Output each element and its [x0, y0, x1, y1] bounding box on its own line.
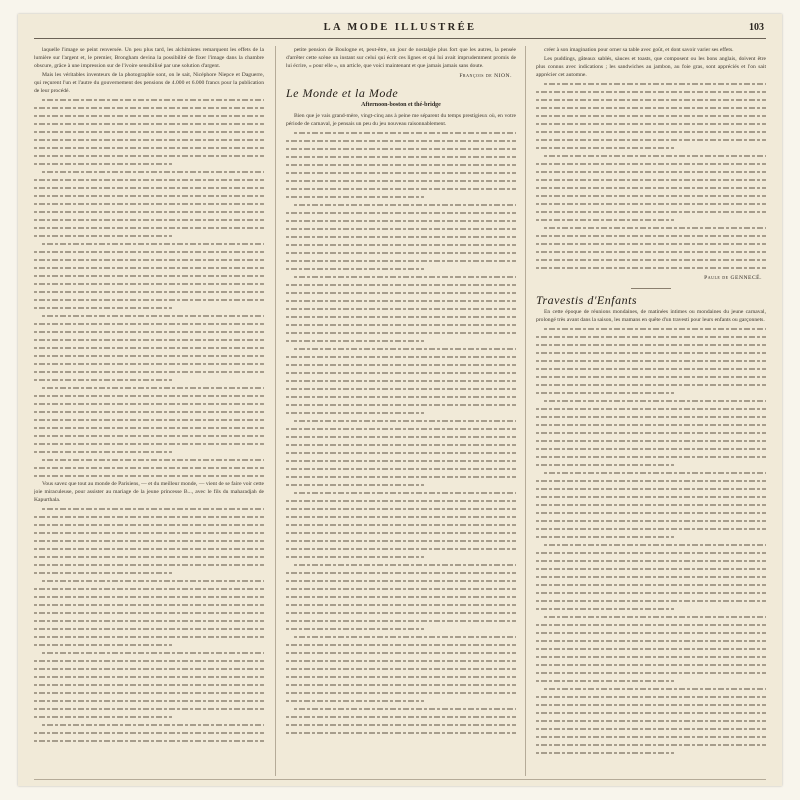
text-line — [536, 621, 766, 629]
text-line — [34, 545, 264, 553]
text-line — [34, 256, 264, 264]
text-line — [536, 136, 766, 144]
text-line — [286, 129, 516, 137]
text-line — [34, 609, 264, 617]
text-line — [536, 176, 766, 184]
text-line — [34, 160, 264, 168]
text-line — [536, 469, 766, 477]
text-line — [536, 597, 766, 605]
header-rule — [34, 38, 766, 39]
text-line — [34, 673, 264, 681]
text-line — [286, 569, 516, 577]
text-line — [286, 537, 516, 545]
text-line — [286, 697, 516, 705]
text-line — [34, 296, 264, 304]
article-signature-nion: François de NION. — [459, 73, 512, 79]
text-line — [536, 629, 766, 637]
text-line — [34, 232, 264, 240]
text-line — [536, 557, 766, 565]
text-line — [536, 461, 766, 469]
column-separator-left — [275, 46, 276, 776]
text-line — [34, 408, 264, 416]
left-paragraph-1: laquelle l'image se peint renversée. Un peu plus tard, les alchimistes remarquent les effets de la lumière sur l'argent et, le premier, Brongham devina la possibilité de fixer l'image dans la chambre obscure, grâce à une impression sur de l'ivoire sensibilisé par une solution d'argent. — [34, 47, 264, 69]
right-section-opening: En cette époque de réunions mondaines, de matinées intimes ou mondaines du jeune carnaval, prolongé très avant dans la saison, les mamans en quête d'un travesti pour leurs enfants ou garçonnets. — [536, 309, 766, 323]
text-line — [34, 416, 264, 424]
text-line — [536, 613, 766, 621]
text-line — [536, 184, 766, 192]
text-line — [34, 280, 264, 288]
text-line — [34, 561, 264, 569]
text-line — [286, 225, 516, 233]
text-line — [536, 104, 766, 112]
text-line — [286, 193, 516, 201]
text-line — [536, 325, 766, 333]
text-line — [34, 729, 264, 737]
text-line — [34, 464, 264, 472]
text-line — [34, 328, 264, 336]
text-line — [536, 653, 766, 661]
text-line — [34, 633, 264, 641]
text-line — [536, 224, 766, 232]
text-line — [34, 681, 264, 689]
text-line — [286, 729, 516, 737]
text-line — [286, 377, 516, 385]
text-line — [286, 441, 516, 449]
text-line — [286, 417, 516, 425]
text-line — [536, 333, 766, 341]
running-title: LA MODE ILLUSTRÉE — [323, 22, 477, 33]
text-line — [286, 185, 516, 193]
text-line — [536, 509, 766, 517]
text-line — [34, 344, 264, 352]
text-line — [34, 272, 264, 280]
text-line — [536, 208, 766, 216]
text-line — [34, 537, 264, 545]
section-divider — [631, 288, 671, 289]
text-line — [536, 677, 766, 685]
text-line — [536, 581, 766, 589]
text-line — [536, 168, 766, 176]
text-line — [34, 248, 264, 256]
text-line — [286, 457, 516, 465]
text-line — [536, 341, 766, 349]
text-line — [286, 529, 516, 537]
text-line — [286, 721, 516, 729]
text-line — [536, 589, 766, 597]
text-line — [286, 145, 516, 153]
text-line — [286, 649, 516, 657]
section-title-monde-mode: Le Monde et la Mode — [286, 86, 399, 100]
text-line — [536, 685, 766, 693]
section-subtitle-boston: Afternoon-boston et thé-bridge — [361, 102, 441, 108]
text-line — [286, 337, 516, 345]
text-line — [536, 693, 766, 701]
text-line — [34, 521, 264, 529]
text-line — [536, 373, 766, 381]
text-line — [286, 177, 516, 185]
text-line — [286, 473, 516, 481]
left-paragraph-3: Vous savez que tout au monde de Parisiens, — et du meilleur monde, — vient de se faire voir cette joie miraculeuse, pour assister au mariage de la jeune princesse B..., avec le fils du maharadjah de Kapurthala. — [34, 481, 264, 503]
text-line — [34, 713, 264, 721]
text-line — [536, 493, 766, 501]
text-line — [536, 725, 766, 733]
text-line — [286, 625, 516, 633]
text-line — [286, 641, 516, 649]
text-line — [286, 497, 516, 505]
text-line — [536, 248, 766, 256]
text-line — [286, 545, 516, 553]
text-line — [536, 565, 766, 573]
text-line — [536, 240, 766, 248]
text-line — [34, 264, 264, 272]
text-line — [536, 88, 766, 96]
text-line — [536, 405, 766, 413]
page-number: 103 — [749, 22, 764, 33]
text-line — [34, 320, 264, 328]
text-line — [286, 321, 516, 329]
text-line — [34, 96, 264, 104]
text-line — [536, 413, 766, 421]
text-line — [34, 400, 264, 408]
text-line — [536, 541, 766, 549]
text-line — [536, 160, 766, 168]
text-line — [536, 741, 766, 749]
text-line — [536, 533, 766, 541]
text-line — [536, 152, 766, 160]
text-line — [286, 153, 516, 161]
middle-text-block — [286, 129, 516, 737]
right-paragraph-1: créer à son imagination pour orner sa table avec goût, et dont savoir varier ses effets. — [544, 47, 734, 53]
text-line — [34, 352, 264, 360]
text-line — [286, 609, 516, 617]
text-line — [34, 505, 264, 513]
text-line — [286, 601, 516, 609]
middle-paragraph-1: petite pension de Boulogne et, peut-être, un jour de nostalgie plus fort que les autres, la pensée d'arrêter cette scène un instant sur celui qui écrit ces lignes et qui lui avait imprudemment promis de lui écrire, « pour elle », un article, que voici maintenant et que jamais jamais sans doute. — [286, 47, 516, 69]
text-line — [34, 136, 264, 144]
text-line — [34, 705, 264, 713]
text-line — [34, 657, 264, 665]
text-line — [34, 144, 264, 152]
text-line — [34, 553, 264, 561]
text-line — [286, 393, 516, 401]
text-line — [34, 617, 264, 625]
text-line — [536, 256, 766, 264]
text-line — [34, 112, 264, 120]
text-line — [34, 240, 264, 248]
text-line — [286, 345, 516, 353]
text-line — [286, 481, 516, 489]
text-line — [34, 424, 264, 432]
text-line — [536, 661, 766, 669]
right-text-block-1 — [536, 80, 766, 272]
text-line — [286, 281, 516, 289]
text-line — [34, 224, 264, 232]
text-line — [536, 437, 766, 445]
text-line — [536, 517, 766, 525]
text-line — [34, 665, 264, 673]
text-line — [286, 505, 516, 513]
text-line — [536, 485, 766, 493]
text-line — [286, 273, 516, 281]
text-line — [286, 241, 516, 249]
text-line — [536, 365, 766, 373]
text-line — [536, 349, 766, 357]
text-line — [286, 297, 516, 305]
text-line — [286, 553, 516, 561]
text-line — [34, 440, 264, 448]
text-line — [34, 432, 264, 440]
text-line — [286, 137, 516, 145]
text-line — [536, 144, 766, 152]
text-line — [34, 120, 264, 128]
right-column — [536, 46, 766, 778]
text-line — [34, 721, 264, 729]
text-line — [286, 257, 516, 265]
text-line — [536, 429, 766, 437]
text-line — [286, 585, 516, 593]
text-line — [536, 717, 766, 725]
text-line — [34, 168, 264, 176]
text-line — [34, 192, 264, 200]
text-line — [34, 569, 264, 577]
text-line — [536, 397, 766, 405]
text-line — [34, 376, 264, 384]
text-line — [286, 361, 516, 369]
text-line — [34, 392, 264, 400]
text-line — [536, 749, 766, 757]
text-line — [34, 456, 264, 464]
text-line — [286, 705, 516, 713]
text-line — [34, 336, 264, 344]
text-line — [536, 381, 766, 389]
text-line — [34, 200, 264, 208]
text-line — [286, 713, 516, 721]
text-line — [536, 709, 766, 717]
text-line — [286, 513, 516, 521]
text-line — [286, 265, 516, 273]
text-line — [286, 561, 516, 569]
text-line — [34, 208, 264, 216]
text-line — [286, 305, 516, 313]
text-line — [286, 169, 516, 177]
text-line — [536, 112, 766, 120]
text-line — [286, 633, 516, 641]
text-line — [286, 657, 516, 665]
text-line — [286, 425, 516, 433]
left-text-block-1 — [34, 96, 264, 480]
magazine-page — [18, 14, 782, 786]
text-line — [34, 577, 264, 585]
text-line — [34, 368, 264, 376]
text-line — [536, 573, 766, 581]
text-line — [536, 701, 766, 709]
text-line — [286, 209, 516, 217]
text-line — [286, 161, 516, 169]
text-line — [536, 477, 766, 485]
text-line — [536, 96, 766, 104]
text-line — [34, 585, 264, 593]
text-line — [34, 529, 264, 537]
text-line — [286, 369, 516, 377]
text-line — [536, 453, 766, 461]
text-line — [536, 120, 766, 128]
text-line — [536, 501, 766, 509]
text-line — [286, 617, 516, 625]
text-line — [34, 601, 264, 609]
text-line — [34, 625, 264, 633]
article-signature-gennece: Paule de GENNECÉ. — [704, 275, 762, 281]
text-line — [286, 313, 516, 321]
text-line — [536, 357, 766, 365]
text-line — [286, 233, 516, 241]
text-line — [286, 217, 516, 225]
left-paragraph-2: Mais les véritables inventeurs de la photographie sont, on le sait, Nicéphore Niepce et Daguerre, qui reçurent l'un et l'autre du gouvernement des pensions de 4.000 et 6.000 francs pour la publication de leur procédé. — [34, 72, 264, 94]
column-separator-right — [525, 46, 526, 776]
text-line — [34, 689, 264, 697]
text-line — [536, 733, 766, 741]
page-footer-rule — [34, 779, 766, 780]
text-line — [286, 401, 516, 409]
text-line — [34, 360, 264, 368]
text-line — [286, 465, 516, 473]
text-line — [286, 593, 516, 601]
text-line — [286, 329, 516, 337]
text-line — [536, 216, 766, 224]
right-text-block-2 — [536, 325, 766, 757]
text-line — [536, 389, 766, 397]
text-line — [286, 409, 516, 417]
text-line — [34, 593, 264, 601]
text-line — [34, 641, 264, 649]
text-line — [536, 128, 766, 136]
text-line — [286, 201, 516, 209]
text-line — [536, 80, 766, 88]
text-line — [286, 521, 516, 529]
text-line — [34, 152, 264, 160]
text-line — [286, 577, 516, 585]
text-line — [286, 689, 516, 697]
text-line — [286, 681, 516, 689]
text-line — [34, 304, 264, 312]
text-line — [34, 472, 264, 480]
text-line — [34, 312, 264, 320]
section-title-travestis: Travestis d'Enfants — [536, 293, 638, 307]
text-line — [536, 549, 766, 557]
text-line — [536, 525, 766, 533]
text-line — [34, 216, 264, 224]
text-line — [34, 384, 264, 392]
text-line — [286, 449, 516, 457]
text-line — [34, 649, 264, 657]
text-line — [536, 669, 766, 677]
text-line — [286, 489, 516, 497]
text-line — [286, 433, 516, 441]
text-line — [286, 353, 516, 361]
text-line — [34, 104, 264, 112]
text-line — [34, 513, 264, 521]
text-line — [34, 176, 264, 184]
text-line — [34, 737, 264, 745]
text-line — [536, 645, 766, 653]
page-header — [18, 14, 782, 40]
text-line — [536, 445, 766, 453]
text-line — [34, 184, 264, 192]
text-line — [536, 192, 766, 200]
text-line — [34, 128, 264, 136]
left-text-block-2 — [34, 505, 264, 745]
text-line — [286, 673, 516, 681]
text-line — [536, 232, 766, 240]
text-line — [34, 697, 264, 705]
middle-column — [286, 46, 516, 778]
text-line — [536, 637, 766, 645]
text-line — [34, 288, 264, 296]
middle-section-opening: Bien que je vais grand-mère, vingt-cinq ans à peine me séparent du temps prestigieux où, en votre période de carnaval, je pensais un peu du jeu nouveau raisonnablement. — [286, 113, 516, 127]
text-line — [286, 249, 516, 257]
text-line — [536, 421, 766, 429]
text-line — [536, 264, 766, 272]
text-line — [286, 385, 516, 393]
left-column — [34, 46, 264, 778]
text-line — [536, 200, 766, 208]
text-line — [34, 448, 264, 456]
text-line — [286, 289, 516, 297]
text-line — [536, 605, 766, 613]
right-paragraph-2: Les puddings, gâteaux sablés, sàuces et toasts, que composent ou les bons anglais, doivent être plus connus avec indications ; les sandwiches au jambon, au foie gras, sont appréciés et l'on sait apprécier cet automne. — [536, 56, 766, 78]
text-line — [286, 665, 516, 673]
